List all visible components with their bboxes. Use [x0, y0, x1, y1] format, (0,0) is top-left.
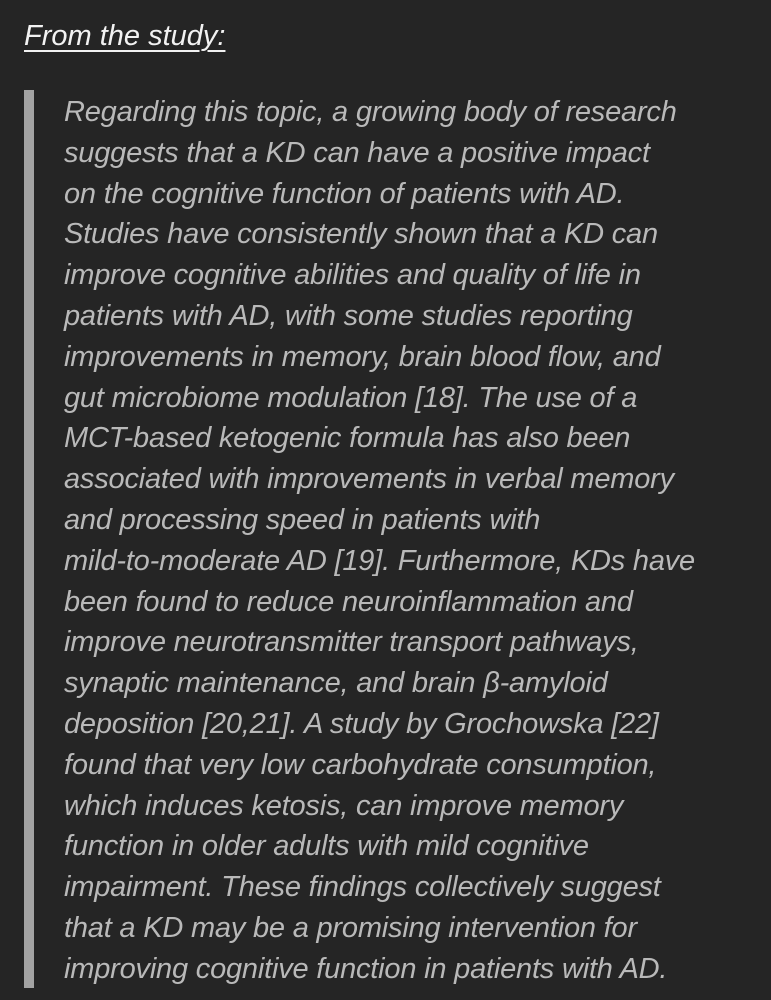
quote-line: found that very low carbohydrate consumption, — [64, 748, 657, 781]
quote-line: mild-to-moderate AD [19]. Furthermore, KDs have — [64, 544, 695, 577]
quote-line: Studies have consistently shown that a KD can — [64, 218, 658, 251]
section-heading: From the study: — [24, 20, 226, 52]
quote-line: that a KD may be a promising intervention for — [64, 911, 637, 944]
blockquote-bar — [24, 90, 34, 988]
quote-line: patients with AD, with some studies reporting — [64, 299, 633, 332]
quote-line: gut microbiome modulation [18]. The use of a — [64, 381, 638, 414]
blockquote-text — [64, 90, 764, 988]
quote-line: deposition [20,21]. A study by Grochowska [22] — [64, 707, 659, 740]
quote-line: associated with improvements in verbal memory — [64, 463, 674, 496]
blockquote — [24, 90, 754, 990]
quote-line: improving cognitive function in patients with AD. — [64, 952, 668, 985]
quote-line: on the cognitive function of patients with AD. — [64, 177, 625, 210]
quote-line: suggests that a KD can have a positive impact — [64, 136, 650, 169]
quote-line: which induces ketosis, can improve memory — [64, 789, 624, 822]
quote-line: MCT-based ketogenic formula has also been — [64, 422, 631, 455]
quote-line: synaptic maintenance, and brain β-amyloid — [64, 667, 608, 700]
quote-line: improve neurotransmitter transport pathways, — [64, 626, 639, 659]
quote-line: and processing speed in patients with — [64, 503, 541, 536]
quote-line: improve cognitive abilities and quality of life in — [64, 259, 641, 292]
quote-line: Regarding this topic, a growing body of research — [64, 96, 677, 128]
quote-line: impairment. These findings collectively suggest — [64, 871, 661, 904]
quote-line: been found to reduce neuroinflammation and — [64, 585, 633, 618]
quote-line: function in older adults with mild cognitive — [64, 830, 589, 863]
quote-line: improvements in memory, brain blood flow, and — [64, 340, 661, 373]
